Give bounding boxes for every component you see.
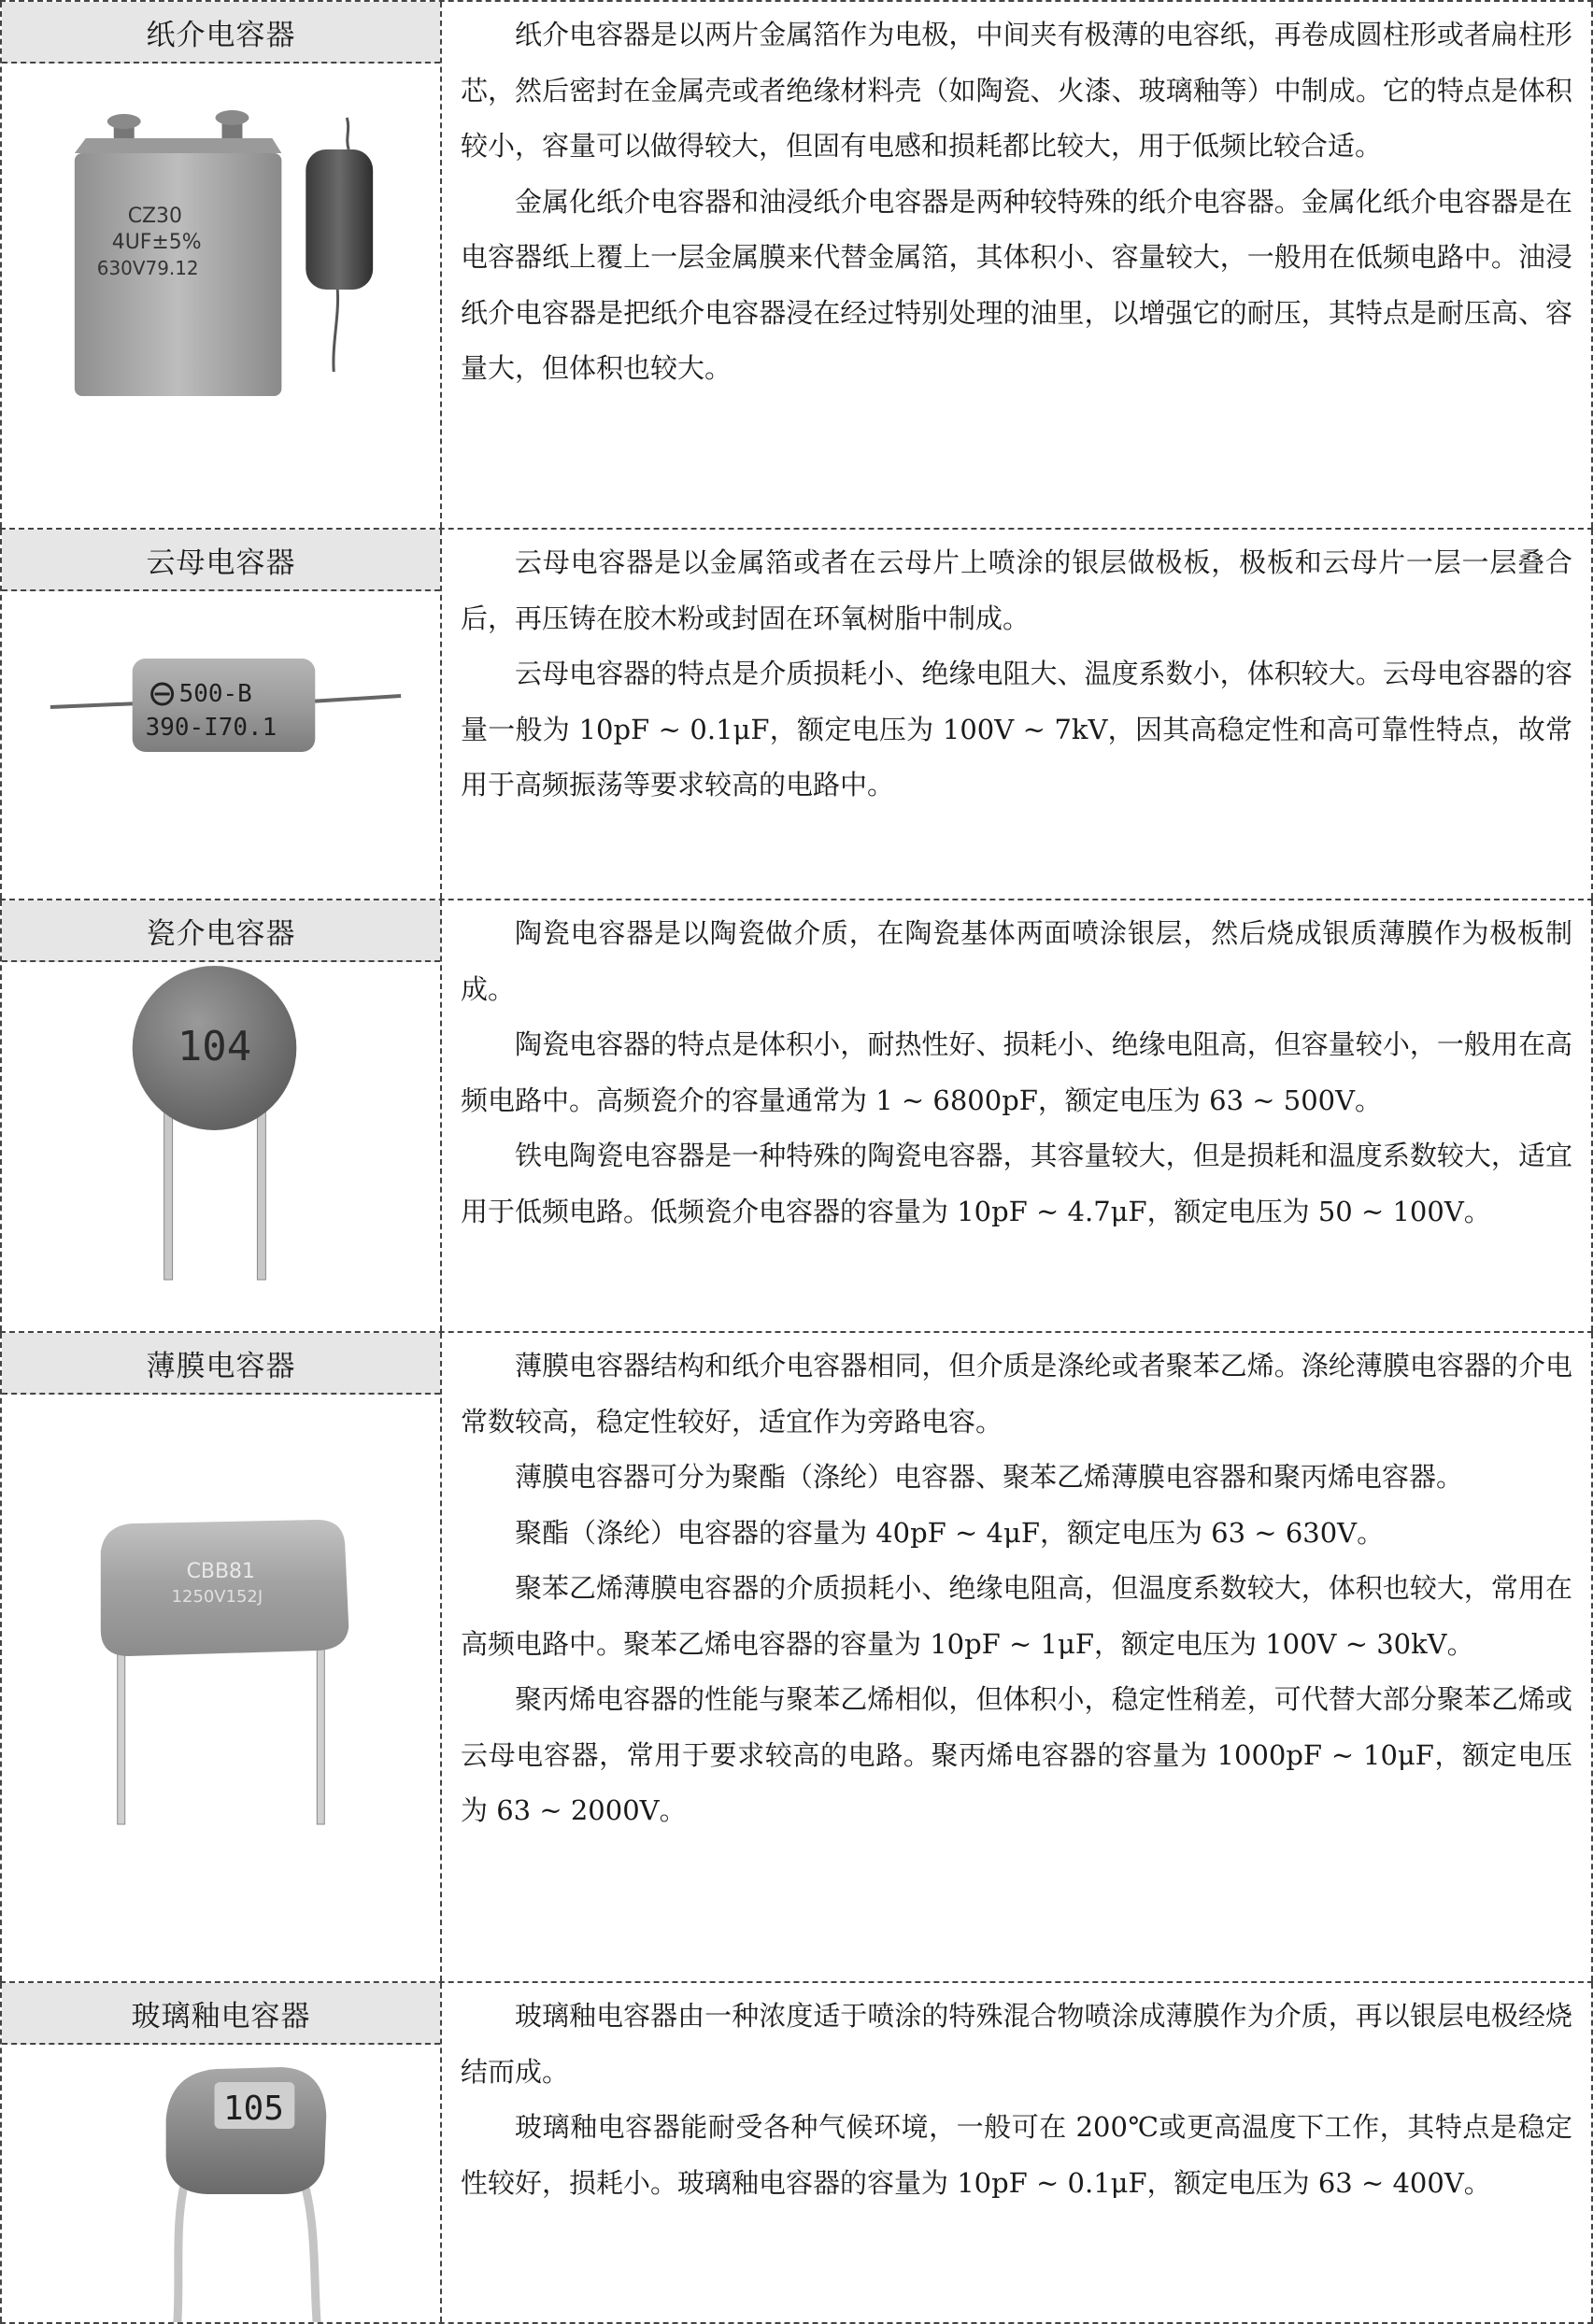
description-text xyxy=(461,1989,1572,2211)
glass-glaze-capacitor-label: 105 xyxy=(222,2089,284,2129)
film-capacitor-label-2: 1250V152J xyxy=(171,1586,263,1608)
capacitor-name: 玻璃釉电容器 xyxy=(2,1983,440,2045)
description-paragraph: 聚苯乙烯薄膜电容器的介质损耗小、绝缘电阻高，但温度系数较大，体积也较大，常用在高频电路中。聚苯乙烯电容器的容量为 10pF ~ 1μF，额定电压为 100V ~ 30kV。 xyxy=(461,1572,1572,1660)
description-paragraph: 金属化纸介电容器和油浸纸介电容器是两种较特殊的纸介电容器。金属化纸介电容器是在电容器纸上覆上一层金属膜来代替金属箔，其体积小、容量较大，一般用在低频电路中。油浸纸介电容器是把纸介电容器浸在经过特别处理的油里，以增强它的耐压，其特点是耐压高、容量大，但体积也较大。 xyxy=(461,185,1572,384)
table-row xyxy=(0,1331,1593,1981)
description-paragraph: 聚酯（涤纶）电容器的容量为 40pF ~ 4μF，额定电压为 63 ~ 630V。 xyxy=(515,1516,1385,1549)
left-column xyxy=(0,2,442,528)
capacitor-name: 纸介电容器 xyxy=(2,2,440,64)
glass-glaze-capacitor-icon xyxy=(2,2045,440,2322)
paper-capacitor-label-1: CZ30 xyxy=(127,204,183,229)
capacitor-name: 云母电容器 xyxy=(2,530,440,591)
description-paragraph: 纸介电容器是以两片金属箔作为电极，中间夹有极薄的电容纸，再卷成圆柱形或者扁柱形芯，然后密封在金属壳或者绝缘材料壳（如陶瓷、火漆、玻璃釉等）中制成。它的特点是体积较小，容量可以做得较大，但固有电感和损耗都比较大，用于低频比较合适。 xyxy=(461,19,1572,162)
glass-glaze-capacitor-photo xyxy=(2,2045,440,2322)
paper-capacitor-label-3: 630V79.12 xyxy=(96,256,199,280)
capacitor-name: 薄膜电容器 xyxy=(2,1333,440,1395)
mica-capacitor-icon xyxy=(2,591,440,899)
description-paragraph: 玻璃釉电容器由一种浓度适于喷涂的特殊混合物喷涂成薄膜作为介质，再以银层电极经烧结而成。 xyxy=(461,2000,1572,2088)
description-paragraph: 陶瓷电容器的特点是体积小，耐热性好、损耗小、绝缘电阻高，但容量较小，一般用在高频电路中。高频瓷介的容量通常为 1 ~ 6800pF，额定电压为 63 ~ 500V。 xyxy=(461,1028,1572,1116)
film-capacitor-icon xyxy=(2,1395,440,1981)
description-text xyxy=(461,1339,1572,1839)
description-text xyxy=(461,535,1572,814)
table-row xyxy=(0,1981,1593,2324)
description-paragraph: 云母电容器的特点是介质损耗小、绝缘电阻大、温度系数小，体积较大。云母电容器的容量一般为 10pF ~ 0.1μF，额定电压为 100V ~ 7kV，因其高稳定性和高可靠性特点，故常用于高频振荡等要求较高的电路中。 xyxy=(461,658,1572,801)
mica-capacitor-label-1: 500-B xyxy=(178,679,252,709)
description-paragraph: 铁电陶瓷电容器是一种特殊的陶瓷电容器，其容量较大，但是损耗和温度系数较大，适宜用于低频电路。低频瓷介电容器的容量为 10pF ~ 4.7μF，额定电压为 50 ~ 100V。 xyxy=(461,1140,1572,1227)
left-column xyxy=(0,1333,442,1981)
description-text xyxy=(461,7,1572,397)
film-capacitor-label-1: CBB81 xyxy=(186,1559,255,1584)
description-paragraph: 薄膜电容器可分为聚酯（涤纶）电容器、聚苯乙烯薄膜电容器和聚丙烯电容器。 xyxy=(515,1461,1464,1493)
paper-capacitor-label-2: 4UF±5% xyxy=(111,230,202,255)
table-row xyxy=(0,899,1593,1331)
paper-capacitor-icon xyxy=(2,64,440,528)
description-paragraph: 玻璃釉电容器能耐受各种气候环境，一般可在 200℃或更高温度下工作，其特点是稳定性较好，损耗小。玻璃釉电容器的容量为 10pF ~ 0.1μF，额定电压为 63 ~ 400V。 xyxy=(461,2111,1572,2199)
right-column xyxy=(442,1983,1593,2322)
right-column xyxy=(442,1333,1593,1981)
right-column xyxy=(442,900,1593,1331)
description-paragraph: 云母电容器是以金属箔或者在云母片上喷涂的银层做极板，极板和云母片一层一层叠合后，再压铸在胶木粉或封固在环氧树脂中制成。 xyxy=(461,546,1572,634)
description-paragraph: 薄膜电容器结构和纸介电容器相同，但介质是涤纶或者聚苯乙烯。涤纶薄膜电容器的介电常数较高，稳定性较好，适宜作为旁路电容。 xyxy=(461,1350,1572,1438)
right-column xyxy=(442,2,1593,528)
description-paragraph: 陶瓷电容器是以陶瓷做介质，在陶瓷基体两面喷涂银层，然后烧成银质薄膜作为极板制成。 xyxy=(461,917,1572,1005)
left-column xyxy=(0,900,442,1331)
ceramic-capacitor-label: 104 xyxy=(177,1022,252,1071)
film-capacitor-photo xyxy=(2,1395,440,1981)
mica-capacitor-label-2: 390-I70.1 xyxy=(145,713,277,743)
ceramic-capacitor-photo xyxy=(2,962,440,1331)
right-column xyxy=(442,530,1593,899)
left-column xyxy=(0,530,442,899)
description-text xyxy=(461,906,1572,1240)
mica-capacitor-photo xyxy=(2,591,440,899)
table-row xyxy=(0,528,1593,899)
ceramic-capacitor-icon xyxy=(2,962,440,1331)
paper-capacitor-photo xyxy=(2,64,440,528)
description-paragraph: 聚丙烯电容器的性能与聚苯乙烯相似，但体积小，稳定性稍差，可代替大部分聚苯乙烯或云母电容器，常用于要求较高的电路。聚丙烯电容器的容量为 1000pF ~ 10μF，额定电压为 63 ~ 2000V。 xyxy=(461,1683,1572,1826)
table-row xyxy=(0,0,1593,528)
left-column xyxy=(0,1983,442,2322)
capacitor-name: 瓷介电容器 xyxy=(2,900,440,962)
